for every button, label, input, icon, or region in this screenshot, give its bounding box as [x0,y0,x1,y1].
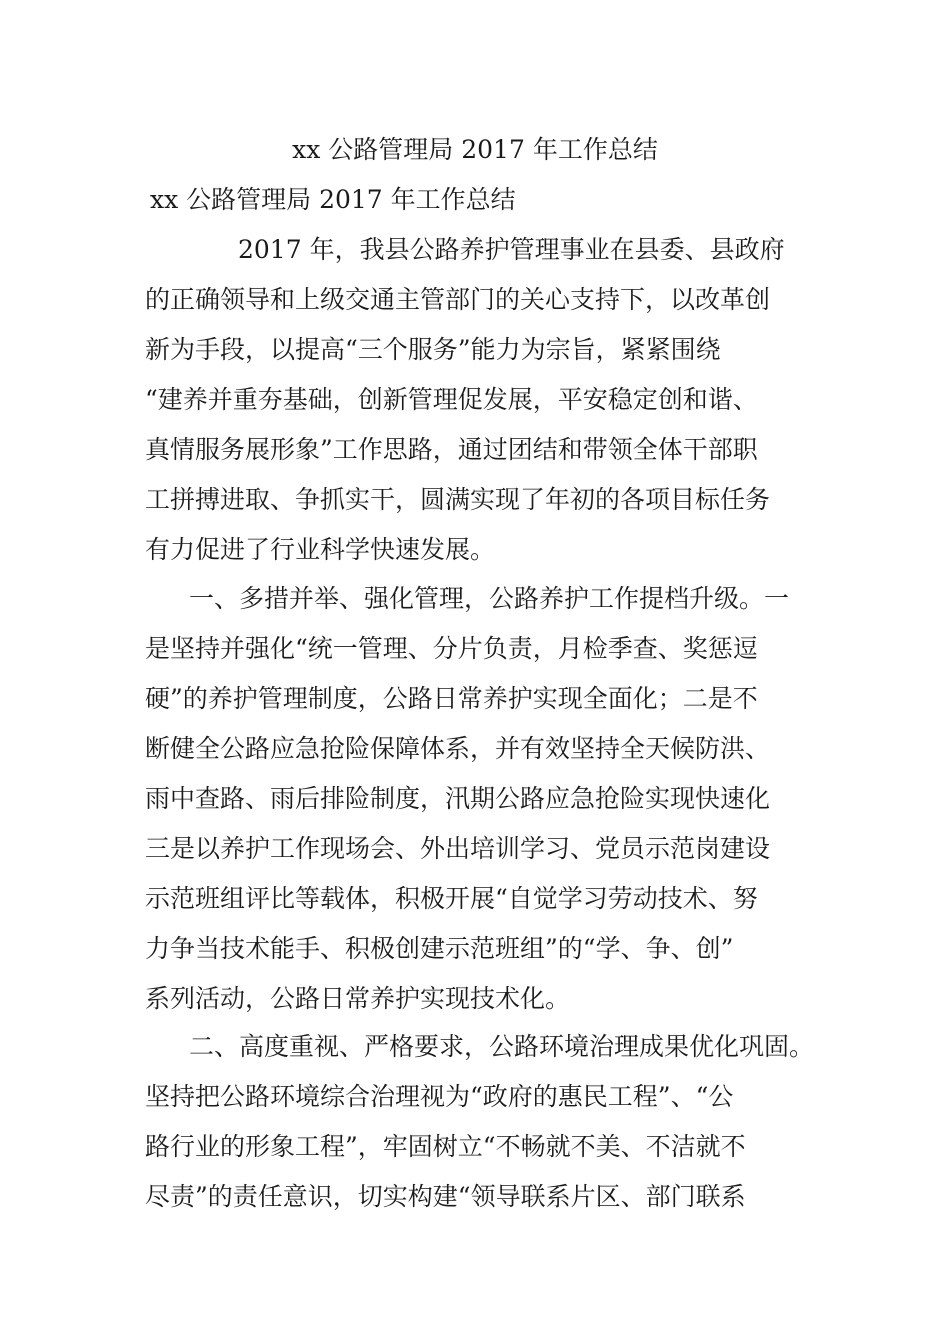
paragraph-line: 示范班组评比等载体，积极开展“自觉学习劳动技术、努 [145,884,758,913]
paragraph-line: 真情服务展形象”工作思路，通过团结和带领全体干部职 [145,435,758,464]
paragraph-line: 硬”的养护管理制度，公路日常养护实现全面化；二是不 [145,684,758,713]
paragraph-section-one [145,574,835,1074]
paragraph-line: “建养并重夯基础，创新管理促发展，平安稳定创和谐、 [145,385,758,414]
paragraph-line: 系列活动，公路日常养护实现技术化。 [145,984,571,1013]
paragraph-line: 新为手段，以提高“三个服务”能力为宗旨，紧紧围绕 [145,335,721,364]
paragraph-intro [145,225,835,575]
paragraph-line: 2017 年，我县公路养护管理事业在县委、县政府 [238,235,785,264]
paragraph-line: 的正确领导和上级交通主管部门的关心支持下，以改革创 [145,285,771,314]
paragraph-line: 路行业的形象工程”，牢固树立“不畅就不美、不洁就不 [145,1132,746,1161]
paragraph-line: 断健全公路应急抢险保障体系，并有效坚持全天候防洪、 [145,734,771,763]
paragraph-line: 力争当技术能手、积极创建示范班组”的“学、争、创” [145,934,734,963]
document-title: xx 公路管理局 2017 年工作总结 [292,135,658,164]
paragraph-line: 坚持把公路环境综合治理视为“政府的惠民工程”、“公 [145,1082,734,1111]
paragraph-line: 三是以养护工作现场会、外出培训学习、党员示范岗建设 [145,834,771,863]
paragraph-line: 一、多措并举、强化管理，公路养护工作提档升级。一 [189,584,790,613]
paragraph-line: 是坚持并强化“统一管理、分片负责，月检季查、奖惩逗 [145,634,758,663]
paragraph-line: 工拼搏进取、争抓实干，圆满实现了年初的各项目标任务 [145,485,771,514]
paragraph-line: 尽责”的责任意识，切实构建“领导联系片区、部门联系 [145,1182,746,1211]
paragraph-section-two [145,1022,835,1222]
paragraph-line: 二、高度重视、严格要求，公路环境治理成果优化巩固。 [189,1032,815,1061]
paragraph-line: 雨中查路、雨后排险制度，汛期公路应急抢险实现快速化 [145,784,771,813]
paragraph-line: 有力促进了行业科学快速发展。 [145,535,496,564]
document-subtitle: xx 公路管理局 2017 年工作总结 [150,185,516,214]
